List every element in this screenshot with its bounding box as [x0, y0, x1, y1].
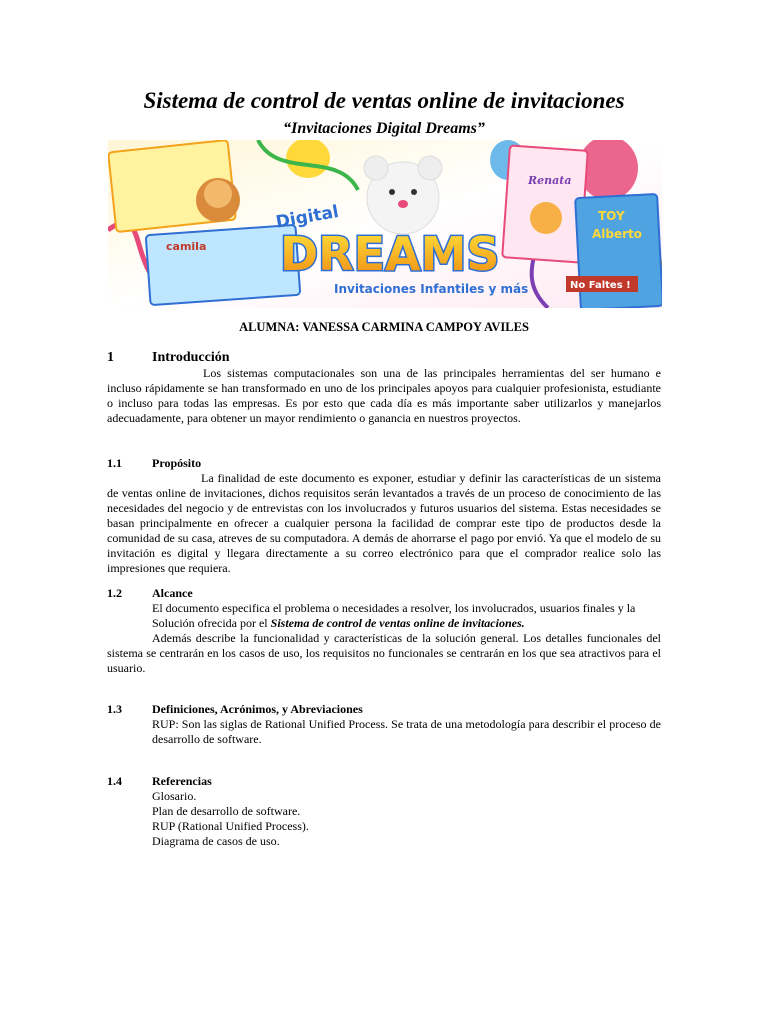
purpose-paragraph: La finalidad de este documento es exponer, estudiar y definir las características de un sistema de ventas online de invitaciones, dichos requisitos serán levantados a través de un proceso de conocimiento de las necesidades del negocio y de entrevistas con los involucrados y futuros usuarios del sistema. Estas necesidades se basan principalmente en ofrecer a cualquier persona la facilidad de comprar este tipo de productos desde la comunidad de su casa, atreves de su computadora. A demás de ahorrarse el pago por envió. Ya que el modelo de su invitación es digital y llegara directamente a su correo electrónico para que el comprador realice solo las impresiones que requiera.	[107, 471, 661, 575]
references-list	[152, 789, 309, 849]
card-right-name: Renata	[528, 174, 572, 187]
digital-dreams-banner	[108, 140, 662, 308]
section-number: 1.4	[107, 774, 122, 788]
list-item: Plan de desarrollo de software.	[152, 804, 301, 818]
list-item: RUP (Rational Unified Process).	[152, 819, 309, 833]
system-name-emphasis: Sistema de control de ventas online de invitaciones.	[270, 616, 525, 630]
scope-line-2: Solución ofrecida por el Sistema de control de ventas online de invitaciones.	[152, 616, 525, 630]
logo-dreams-text: DREAMS	[280, 227, 500, 281]
section-number: 1.2	[107, 586, 122, 600]
section-number: 1.1	[107, 456, 122, 470]
section-title: Definiciones, Acrónimos, y Abreviaciones	[152, 702, 363, 716]
section-title: Introducción	[152, 350, 230, 365]
section-title: Propósito	[152, 456, 202, 470]
document-title: Sistema de control de ventas online de invitaciones	[143, 88, 625, 113]
list-item: Glosario.	[152, 789, 197, 803]
card-no-faltes: No Faltes !	[570, 280, 631, 291]
definitions-paragraph: RUP: Son las siglas de Rational Unified Process. Se trata de una metodología para describir el proceso de desarrollo de software.	[152, 717, 661, 746]
student-name: ALUMNA: VANESSA CARMINA CAMPOY AVILES	[239, 320, 529, 334]
scope-line-1: El documento especifica el problema o necesidades a resolver, los involucrados, usuarios finales y la	[152, 601, 636, 615]
scope-paragraph: Además describe la funcionalidad y características de la solución general. Los detalles funcionales del sistema se centrarán en los casos de uso, los requisitos no funcionales se centrarán en los que sea atractivos para el usuario.	[107, 631, 661, 675]
section-number: 1	[107, 350, 114, 365]
list-item: Diagrama de casos de uso.	[152, 834, 280, 848]
intro-paragraph: Los sistemas computacionales son una de las principales herramientas del ser humano e incluso rápidamente se han transformado en uno de los principales apoyos para cualquier profesionista, estudiante o incluso para todas las empresas. Es por esto que cada día es más importante saber utilizarlos y manejarlos adecuadamente, para obtener un mayor rendimiento o ganancia en nuestros proyectos.	[107, 366, 661, 425]
section-number: 1.3	[107, 702, 122, 716]
card-toy-name: Alberto	[592, 227, 643, 241]
logo-tagline: Invitaciones Infantiles y más	[334, 282, 529, 296]
card-left-name: camila	[166, 240, 207, 253]
document-subtitle: “Invitaciones Digital Dreams”	[283, 120, 485, 137]
section-title: Alcance	[152, 586, 193, 600]
card-toy-text: TOY	[598, 209, 625, 223]
section-title: Referencias	[152, 774, 212, 788]
logo-digital-text: Digital	[274, 201, 341, 233]
